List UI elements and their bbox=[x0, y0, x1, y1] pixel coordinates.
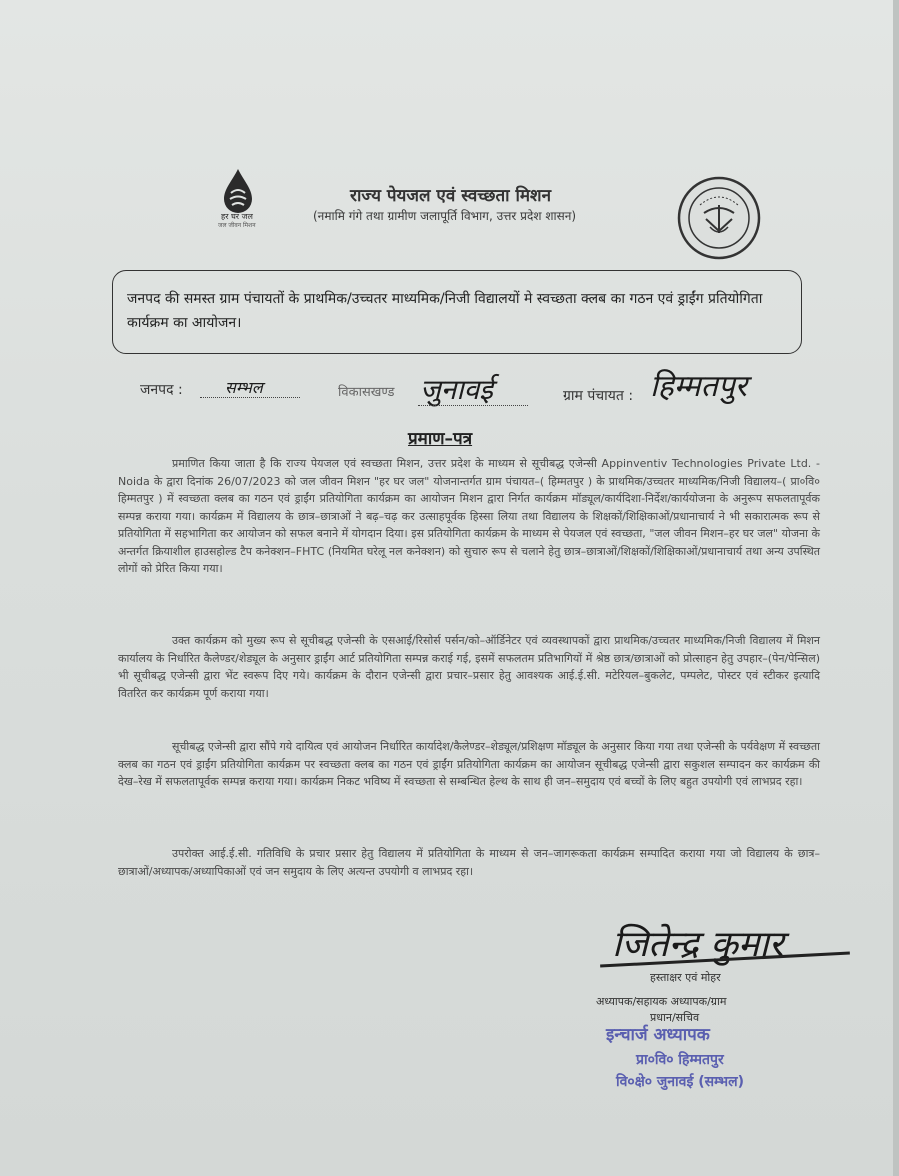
signature-caption-2: अध्यापक/सहायक अध्यापक/ग्राम bbox=[596, 995, 727, 1008]
body-paragraph-2: उक्त कार्यक्रम को मुख्य रूप से सूचीबद्ध एजेन्सी के एसआई/रिसोर्स पर्सन/को–ऑर्डिनेटर एवं व्यवस्थापकों द्वारा प्राथमिक/उच्चतर माध्यमिक/निजी विद्यालय में मिशन कार्यालय के निर्धारित कैलेण्डर/शेड्यूल के अनुसार ड्राईंग आर्ट प्रतियोगिता सम्पन्न कराई गई, इसमें सफलतम प्रतिभागियों में श्रेष्ठ छात्र/छात्राओं को प्रोत्साहन हेतु उपहार–(पेन/पेन्सिल) भी सूचीबद्ध एजेन्सी द्वारा भेंट स्वरूप दिए गये। कार्यक्रम के दौरान एजेन्सी द्वारा प्रचार–प्रसार हेतु आवश्यक आई.ई.सी. मटेरियल–बुकलेट, पम्पलेट, पोस्टर एवं स्टीकर इत्यादि वितरित कर कार्यक्रम पूर्ण कराया गया। bbox=[118, 634, 820, 700]
left-logo-text-2: जल जीवन मिशन bbox=[218, 222, 256, 229]
stamp-line-1: इन्चार्ज अध्यापक bbox=[606, 1025, 710, 1045]
block-dotted-line bbox=[418, 404, 528, 406]
body-paragraph-3: सूचीबद्ध एजेन्सी द्वारा सौंपे गये दायित्व एवं आयोजन निर्धारित कार्यादेश/कैलेण्डर–शेड्यूल/प्रशिक्षण मॉड्यूल के अनुसार किया गया तथा एजेन्सी के पर्यवेक्षण में स्वच्छता क्लब का गठन एवं ड्राईंग प्रतियोगिता कार्यक्रम पर स्वच्छता क्लब का गठन एवं ड्राईंग प्रतियोगिता कार्यक्रम का आयोजन सूचीबद्ध एजेन्सी द्वारा सकुशल सम्पादन कर कार्यक्रम की देख–रेख में सफलतापूर्वक सम्पन्न कराया गया। कार्यक्रम निकट भविष्य में स्वच्छता से सम्बन्धित हेल्थ के साथ ही जन–समुदाय एवं बच्चों के लिए बहुत उपयोगी एवं लाभप्रद रहा। bbox=[118, 740, 820, 788]
stamp-line-2: प्रा०वि० हिम्मतपुर bbox=[636, 1052, 724, 1068]
certificate-title: प्रमाण–पत्र bbox=[408, 429, 473, 449]
uttar-pradesh-emblem-icon bbox=[676, 175, 762, 261]
district-label: जनपद : bbox=[140, 382, 183, 398]
gram-panchayat-value: हिम्मतपुर bbox=[650, 369, 748, 404]
header-title: राज्य पेयजल एवं स्वच्छता मिशन bbox=[350, 186, 552, 206]
signature: जितेन्द्र कुमार bbox=[612, 924, 784, 965]
signature-caption-1: हस्ताक्षर एवं मोहर bbox=[650, 971, 721, 984]
topic-box: जनपद की समस्त ग्राम पंचायतों के प्राथमिक/उच्चतर माध्यमिक/निजी विद्यालयों मे स्वच्छता क्लब का गठन एवं ड्राईंग प्रतियोगिता कार्यक्रम का आयोजन। bbox=[112, 270, 802, 354]
stamp-line-3: वि०क्षे० जुनावई (सम्भल) bbox=[616, 1074, 744, 1090]
gram-panchayat-label: ग्राम पंचायत : bbox=[563, 388, 634, 404]
block-value: जुनावई bbox=[420, 373, 493, 406]
district-value: सम्भल bbox=[225, 378, 263, 397]
signature-caption-3: प्रधान/सचिव bbox=[650, 1011, 700, 1024]
block-label: विकासखण्ड bbox=[338, 385, 395, 400]
body-paragraph-4: उपरोक्त आई.ई.सी. गतिविधि के प्रचार प्रसार हेतु विद्यालय में प्रतियोगिता के माध्यम से जन–जागरूकता कार्यक्रम सम्पादित कराया गया जो विद्यालय के छात्र–छात्राओं/अध्यापक/अध्यापिकाओं एवं जन समुदाय के लिए अत्यन्त उपयोगी व लाभप्रद रहा। bbox=[118, 847, 820, 878]
left-logo-text-1: हर घर जल bbox=[221, 212, 253, 221]
header-subtitle: (नमामि गंगे तथा ग्रामीण जलापूर्ति विभाग, उत्तर प्रदेश शासन) bbox=[313, 209, 577, 223]
page-edge-shadow bbox=[893, 0, 899, 1176]
body-paragraph-1: प्रमाणित किया जाता है कि राज्य पेयजल एवं स्वच्छता मिशन, उत्तर प्रदेश के माध्यम से सूचीबद्ध एजेन्सी Appinventiv Technologies Private Ltd. - Noida के द्वारा दिनांक 26/07/2023 को जल जीवन मिशन "हर घर जल" योजनान्तर्गत ग्राम पंचायत–( हिम्मतपुर ) के प्राथमिक/उच्चतर माध्यमिक/निजी विद्यालय–( प्रा०वि० हिम्मतपुर ) में स्वच्छता क्लब का गठन एवं ड्राईंग प्रतियोगिता कार्यक्रम का आयोजन मिशन द्वारा निर्गत कार्यक्रम मॉड्यूल/कार्यदिशा-निर्देश/कार्ययोजना के अनुरूप सफलतापूर्वक सम्पन्न कराया गया। कार्यक्रम में विद्यालय के छात्र–छात्राओं ने बढ़–चढ़ कर उत्साहपूर्वक हिस्सा लिया तथा विद्यालय के शिक्षकों/शिक्षिकाओं/प्रधानाचार्य ने भी सकारात्मक रूप से प्रतियोगिता में सहभागिता कर आयोजन को सफल बनाने में योगदान दिया। इस प्रतियोगिता कार्यक्रम के माध्यम से पेयजल एवं स्वच्छता, "जल जीवन मिशन–हर घर जल" योजना के अन्तर्गत क्रियाशील हाउसहोल्ड टैप कनेक्शन–FHTC (नियमित घरेलू नल कनेक्शन) को सुचारु रूप से चलाने हेतु छात्र–छात्राओं/शिक्षकों/शिक्षिकाओं/प्रधानाचार्य तथा अन्य उपस्थित लोगों को प्रेरित किया गया। bbox=[118, 457, 820, 575]
